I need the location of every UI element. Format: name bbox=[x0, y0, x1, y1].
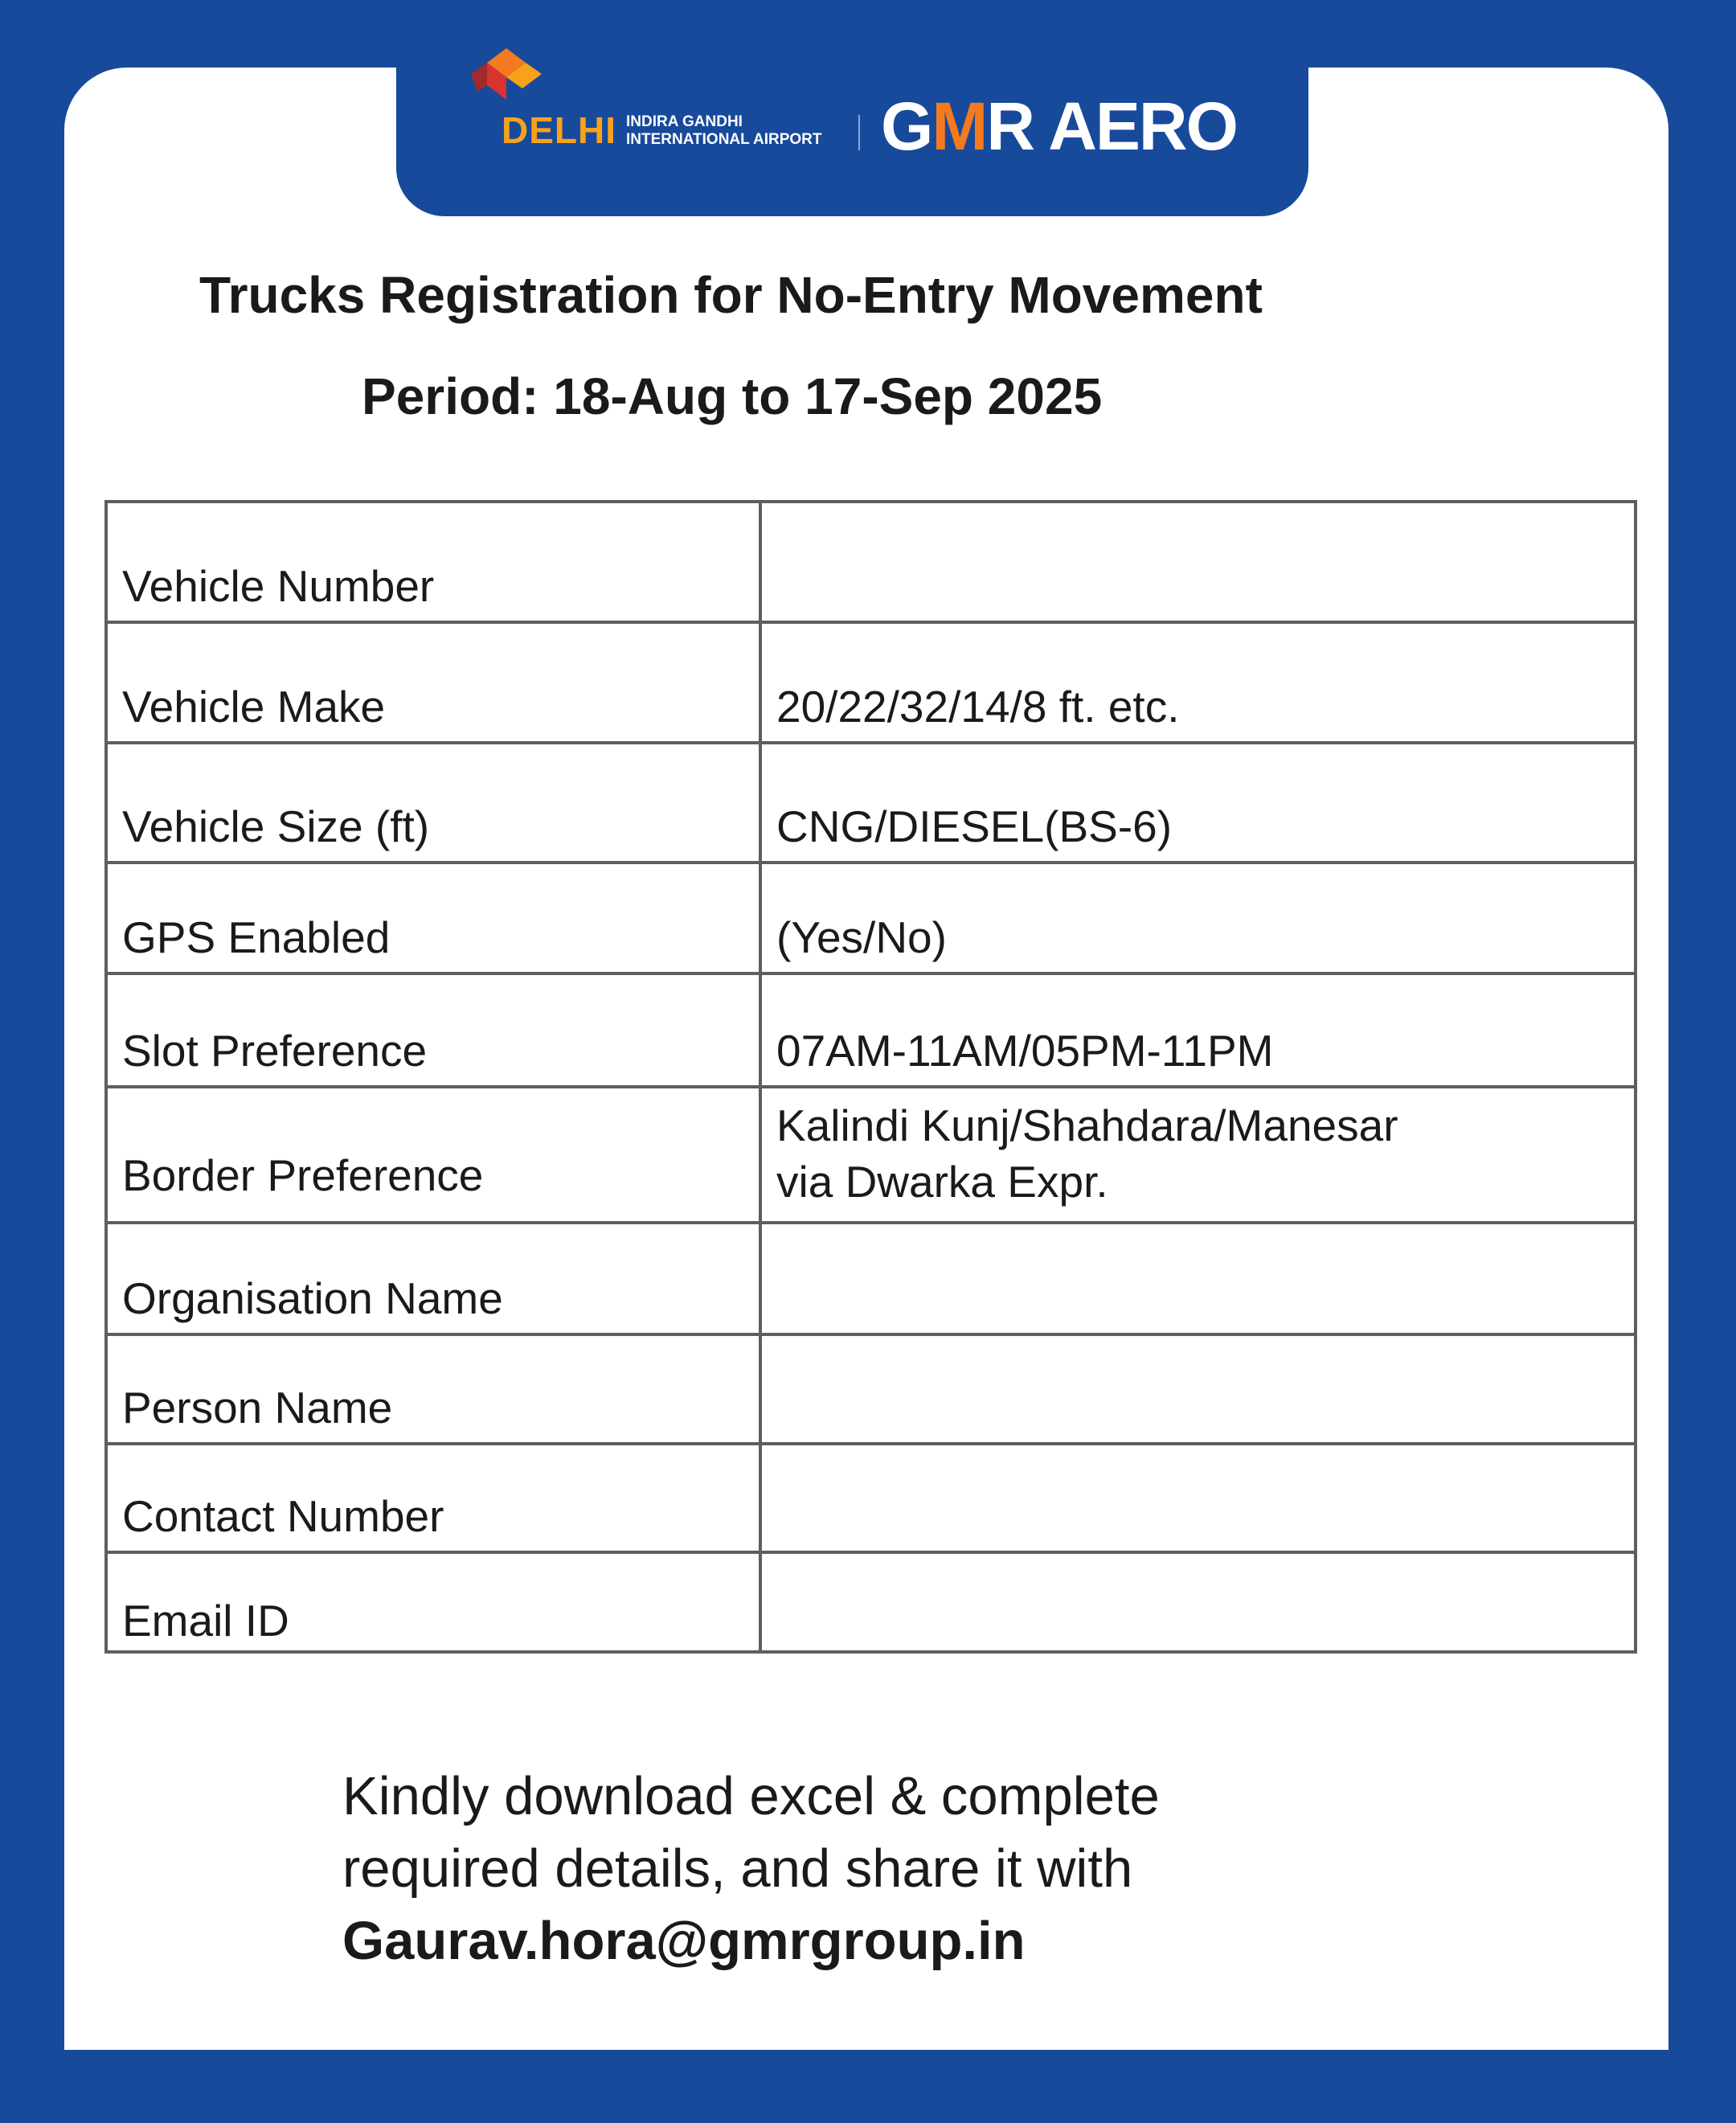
field-value: 07AM-11AM/05PM-11PM bbox=[760, 973, 1636, 1087]
table-row bbox=[106, 1087, 1636, 1223]
field-value: (Yes/No) bbox=[760, 863, 1636, 973]
table-row bbox=[106, 622, 1636, 743]
field-label: Organisation Name bbox=[106, 1223, 760, 1334]
delhi-logo-subtitle bbox=[626, 113, 821, 149]
field-value bbox=[760, 502, 1636, 622]
field-label: GPS Enabled bbox=[106, 863, 760, 973]
field-label: Contact Number bbox=[106, 1444, 760, 1552]
delhi-logo-subtitle-line2: INTERNATIONAL AIRPORT bbox=[626, 131, 822, 148]
table-row bbox=[106, 863, 1636, 973]
table-row bbox=[106, 743, 1636, 863]
table-row bbox=[106, 1444, 1636, 1552]
table-row bbox=[106, 1552, 1636, 1652]
field-label: Vehicle Number bbox=[106, 502, 760, 622]
gmr-logo-m: M bbox=[931, 88, 987, 164]
field-value-line1: Kalindi Kunj/Shahdara/Manesar bbox=[776, 1100, 1398, 1150]
gmr-logo-rest: R AERO bbox=[986, 88, 1237, 164]
delhi-logo-word: DELHI bbox=[502, 109, 616, 151]
gmr-aero-logo bbox=[881, 90, 1237, 162]
logo-divider bbox=[858, 115, 860, 150]
table-row bbox=[106, 1223, 1636, 1334]
field-value bbox=[760, 1223, 1636, 1334]
delhi-logo-subtitle-line1: INDIRA GANDHI bbox=[626, 113, 743, 130]
footer-instructions bbox=[342, 1760, 1160, 1978]
field-value bbox=[760, 1444, 1636, 1552]
footer-line1: Kindly download excel & complete bbox=[342, 1766, 1160, 1826]
table-row bbox=[106, 502, 1636, 622]
page-title: Trucks Registration for No-Entry Movement bbox=[199, 266, 1263, 324]
field-value: CNG/DIESEL(BS-6) bbox=[760, 743, 1636, 863]
period-subtitle: Period: 18-Aug to 17-Sep 2025 bbox=[362, 367, 1103, 425]
field-label: Slot Preference bbox=[106, 973, 760, 1087]
table-row bbox=[106, 1334, 1636, 1444]
footer-line2: required details, and share it with bbox=[342, 1838, 1133, 1899]
registration-form-table bbox=[104, 500, 1637, 1654]
field-label: Vehicle Size (ft) bbox=[106, 743, 760, 863]
field-label: Vehicle Make bbox=[106, 622, 760, 743]
field-label: Email ID bbox=[106, 1552, 760, 1652]
field-value bbox=[760, 1334, 1636, 1444]
field-value bbox=[760, 1552, 1636, 1652]
field-label: Border Preference bbox=[106, 1087, 760, 1223]
field-value: 20/22/32/14/8 ft. etc. bbox=[760, 622, 1636, 743]
table-row bbox=[106, 973, 1636, 1087]
field-value bbox=[760, 1087, 1636, 1223]
contact-email-link[interactable]: Gaurav.hora@gmrgroup.in bbox=[342, 1911, 1026, 1971]
field-label: Person Name bbox=[106, 1334, 760, 1444]
gmr-logo-g: G bbox=[881, 88, 932, 164]
field-value-line2: via Dwarka Expr. bbox=[776, 1157, 1108, 1207]
